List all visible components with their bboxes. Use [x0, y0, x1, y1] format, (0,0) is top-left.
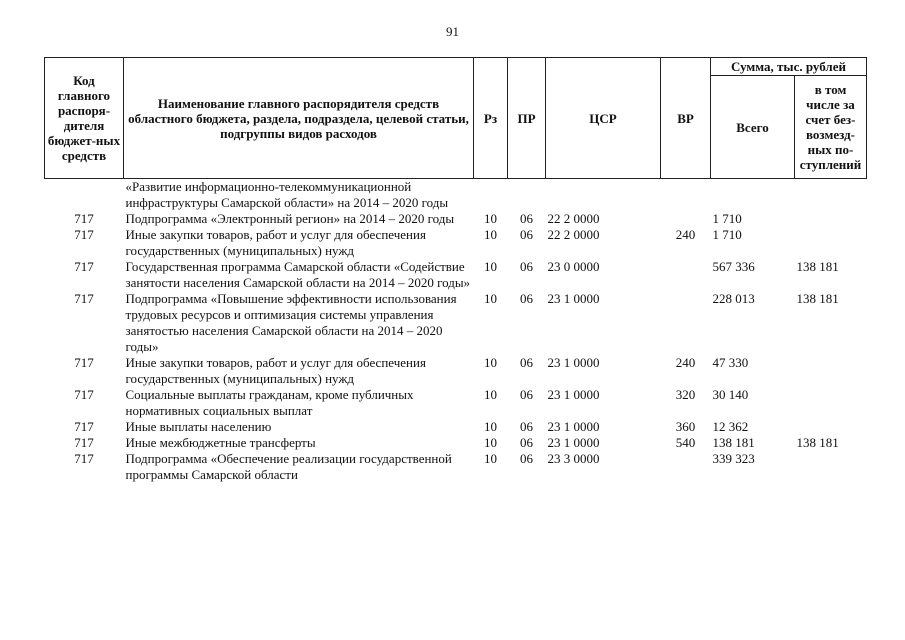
row-code: 717: [74, 387, 94, 402]
row-rz: 10: [484, 419, 497, 434]
row-total: 1 710: [712, 227, 742, 242]
row-total: [711, 179, 795, 212]
row-csr: 23 1 0000: [547, 355, 600, 370]
row-vr: [661, 451, 711, 483]
row-total: 12 362: [712, 419, 749, 434]
table-row: [45, 227, 867, 259]
row-vr: 360: [675, 419, 696, 434]
row-rz: [474, 179, 508, 212]
row-total: 567 336: [712, 259, 755, 274]
table-row: [45, 179, 867, 212]
row-name: Государственная программа Самарской области «Содействие занятости населения Самарской области на 2014 – 2020 годы»: [125, 259, 471, 290]
row-name: Подпрограмма «Обеспечение реализации государственной программы Самарской области: [125, 451, 452, 482]
row-code: 717: [74, 435, 94, 450]
row-total: 228 013: [712, 291, 755, 306]
budget-table: [44, 57, 867, 483]
row-vr: [661, 291, 711, 355]
row-rz: 10: [484, 259, 497, 274]
table-row: [45, 419, 867, 435]
row-csr: 22 2 0000: [547, 227, 600, 242]
row-csr: 23 1 0000: [547, 387, 600, 402]
header-total: Всего: [711, 76, 795, 179]
row-name: Подпрограмма «Повышение эффективности использования трудовых ресурсов и оптимизация системы управления занятостью населения Самарской области на 2014 – 2020 годы»: [125, 291, 457, 354]
row-total: 30 140: [712, 387, 749, 402]
row-rz: 10: [484, 355, 497, 370]
row-incl: [795, 451, 867, 483]
row-pr: 06: [520, 227, 533, 242]
header-sum-group: Сумма, тыс. рублей: [711, 58, 867, 76]
row-total: 138 181: [712, 435, 755, 450]
row-csr: 22 2 0000: [547, 211, 600, 226]
row-rz: 10: [484, 435, 497, 450]
row-incl: 138 181: [796, 291, 839, 306]
row-pr: 06: [520, 387, 533, 402]
row-pr: [508, 179, 546, 212]
row-vr: 240: [675, 355, 696, 370]
row-vr: 320: [675, 387, 696, 402]
row-incl: [795, 387, 867, 419]
row-vr: 240: [675, 227, 696, 242]
header-code: Код главного распоря-дителя бюджет-ных средств: [45, 58, 124, 179]
row-code: 717: [74, 355, 94, 370]
row-pr: 06: [520, 259, 533, 274]
header-incl: в том числе за счет без-возмезд-ных по-ступлений: [795, 76, 867, 179]
header-pr: ПР: [508, 58, 546, 179]
header-rz: Рз: [474, 58, 508, 179]
row-rz: 10: [484, 211, 497, 226]
row-csr: 23 1 0000: [547, 419, 600, 434]
row-total: 339 323: [712, 451, 755, 466]
row-name: Подпрограмма «Электронный регион» на 2014 – 2020 годы: [125, 211, 455, 226]
row-incl: [795, 227, 867, 259]
row-pr: 06: [520, 419, 533, 434]
row-rz: 10: [484, 291, 497, 306]
table-row: [45, 387, 867, 419]
row-code: 717: [74, 259, 94, 274]
row-incl: 138 181: [796, 435, 839, 450]
row-csr: 23 1 0000: [547, 435, 600, 450]
row-pr: 06: [520, 211, 533, 226]
row-vr: [661, 179, 711, 212]
row-code: 717: [74, 211, 94, 226]
row-name: Иные межбюджетные трансферты: [125, 435, 316, 450]
row-pr: 06: [520, 291, 533, 306]
row-code: 717: [74, 291, 94, 306]
header-csr: ЦСР: [546, 58, 661, 179]
row-rz: 10: [484, 227, 497, 242]
table-row: [45, 211, 867, 227]
row-name: Иные выплаты населению: [125, 419, 272, 434]
row-name: «Развитие информационно-телекоммуникационной инфраструктуры Самарской области» на 2014 – 2020 годы: [125, 179, 449, 210]
row-incl: [795, 211, 867, 227]
table-row: [45, 291, 867, 355]
row-name: Иные закупки товаров, работ и услуг для обеспечения государственных (муниципальных) нужд: [125, 355, 426, 386]
row-incl: [795, 355, 867, 387]
row-csr: 23 3 0000: [547, 451, 600, 466]
row-csr: [546, 179, 661, 212]
row-vr: [661, 259, 711, 291]
row-rz: 10: [484, 387, 497, 402]
row-code: [45, 179, 124, 212]
row-incl: 138 181: [796, 259, 839, 274]
table-row: [45, 355, 867, 387]
row-csr: 23 1 0000: [547, 291, 600, 306]
header-vr: ВР: [661, 58, 711, 179]
row-rz: 10: [484, 451, 497, 466]
row-code: 717: [74, 227, 94, 242]
row-code: 717: [74, 451, 94, 466]
table-row: [45, 259, 867, 291]
header-name: Наименование главного распорядителя средств областного бюджета, раздела, подраздела, целевой статьи, подгруппы видов расходов: [124, 58, 474, 179]
row-vr: [661, 211, 711, 227]
row-incl: [795, 179, 867, 212]
table-row: [45, 451, 867, 483]
page-number: 91: [446, 24, 459, 39]
row-name: Иные закупки товаров, работ и услуг для обеспечения государственных (муниципальных) нужд: [125, 227, 426, 258]
row-vr: 540: [675, 435, 696, 450]
row-name: Социальные выплаты гражданам, кроме публичных нормативных социальных выплат: [125, 387, 414, 418]
row-total: 1 710: [712, 211, 742, 226]
table-row: [45, 435, 867, 451]
row-total: 47 330: [712, 355, 749, 370]
row-pr: 06: [520, 451, 533, 466]
row-pr: 06: [520, 355, 533, 370]
row-incl: [795, 419, 867, 435]
row-pr: 06: [520, 435, 533, 450]
row-csr: 23 0 0000: [547, 259, 600, 274]
row-code: 717: [74, 419, 94, 434]
